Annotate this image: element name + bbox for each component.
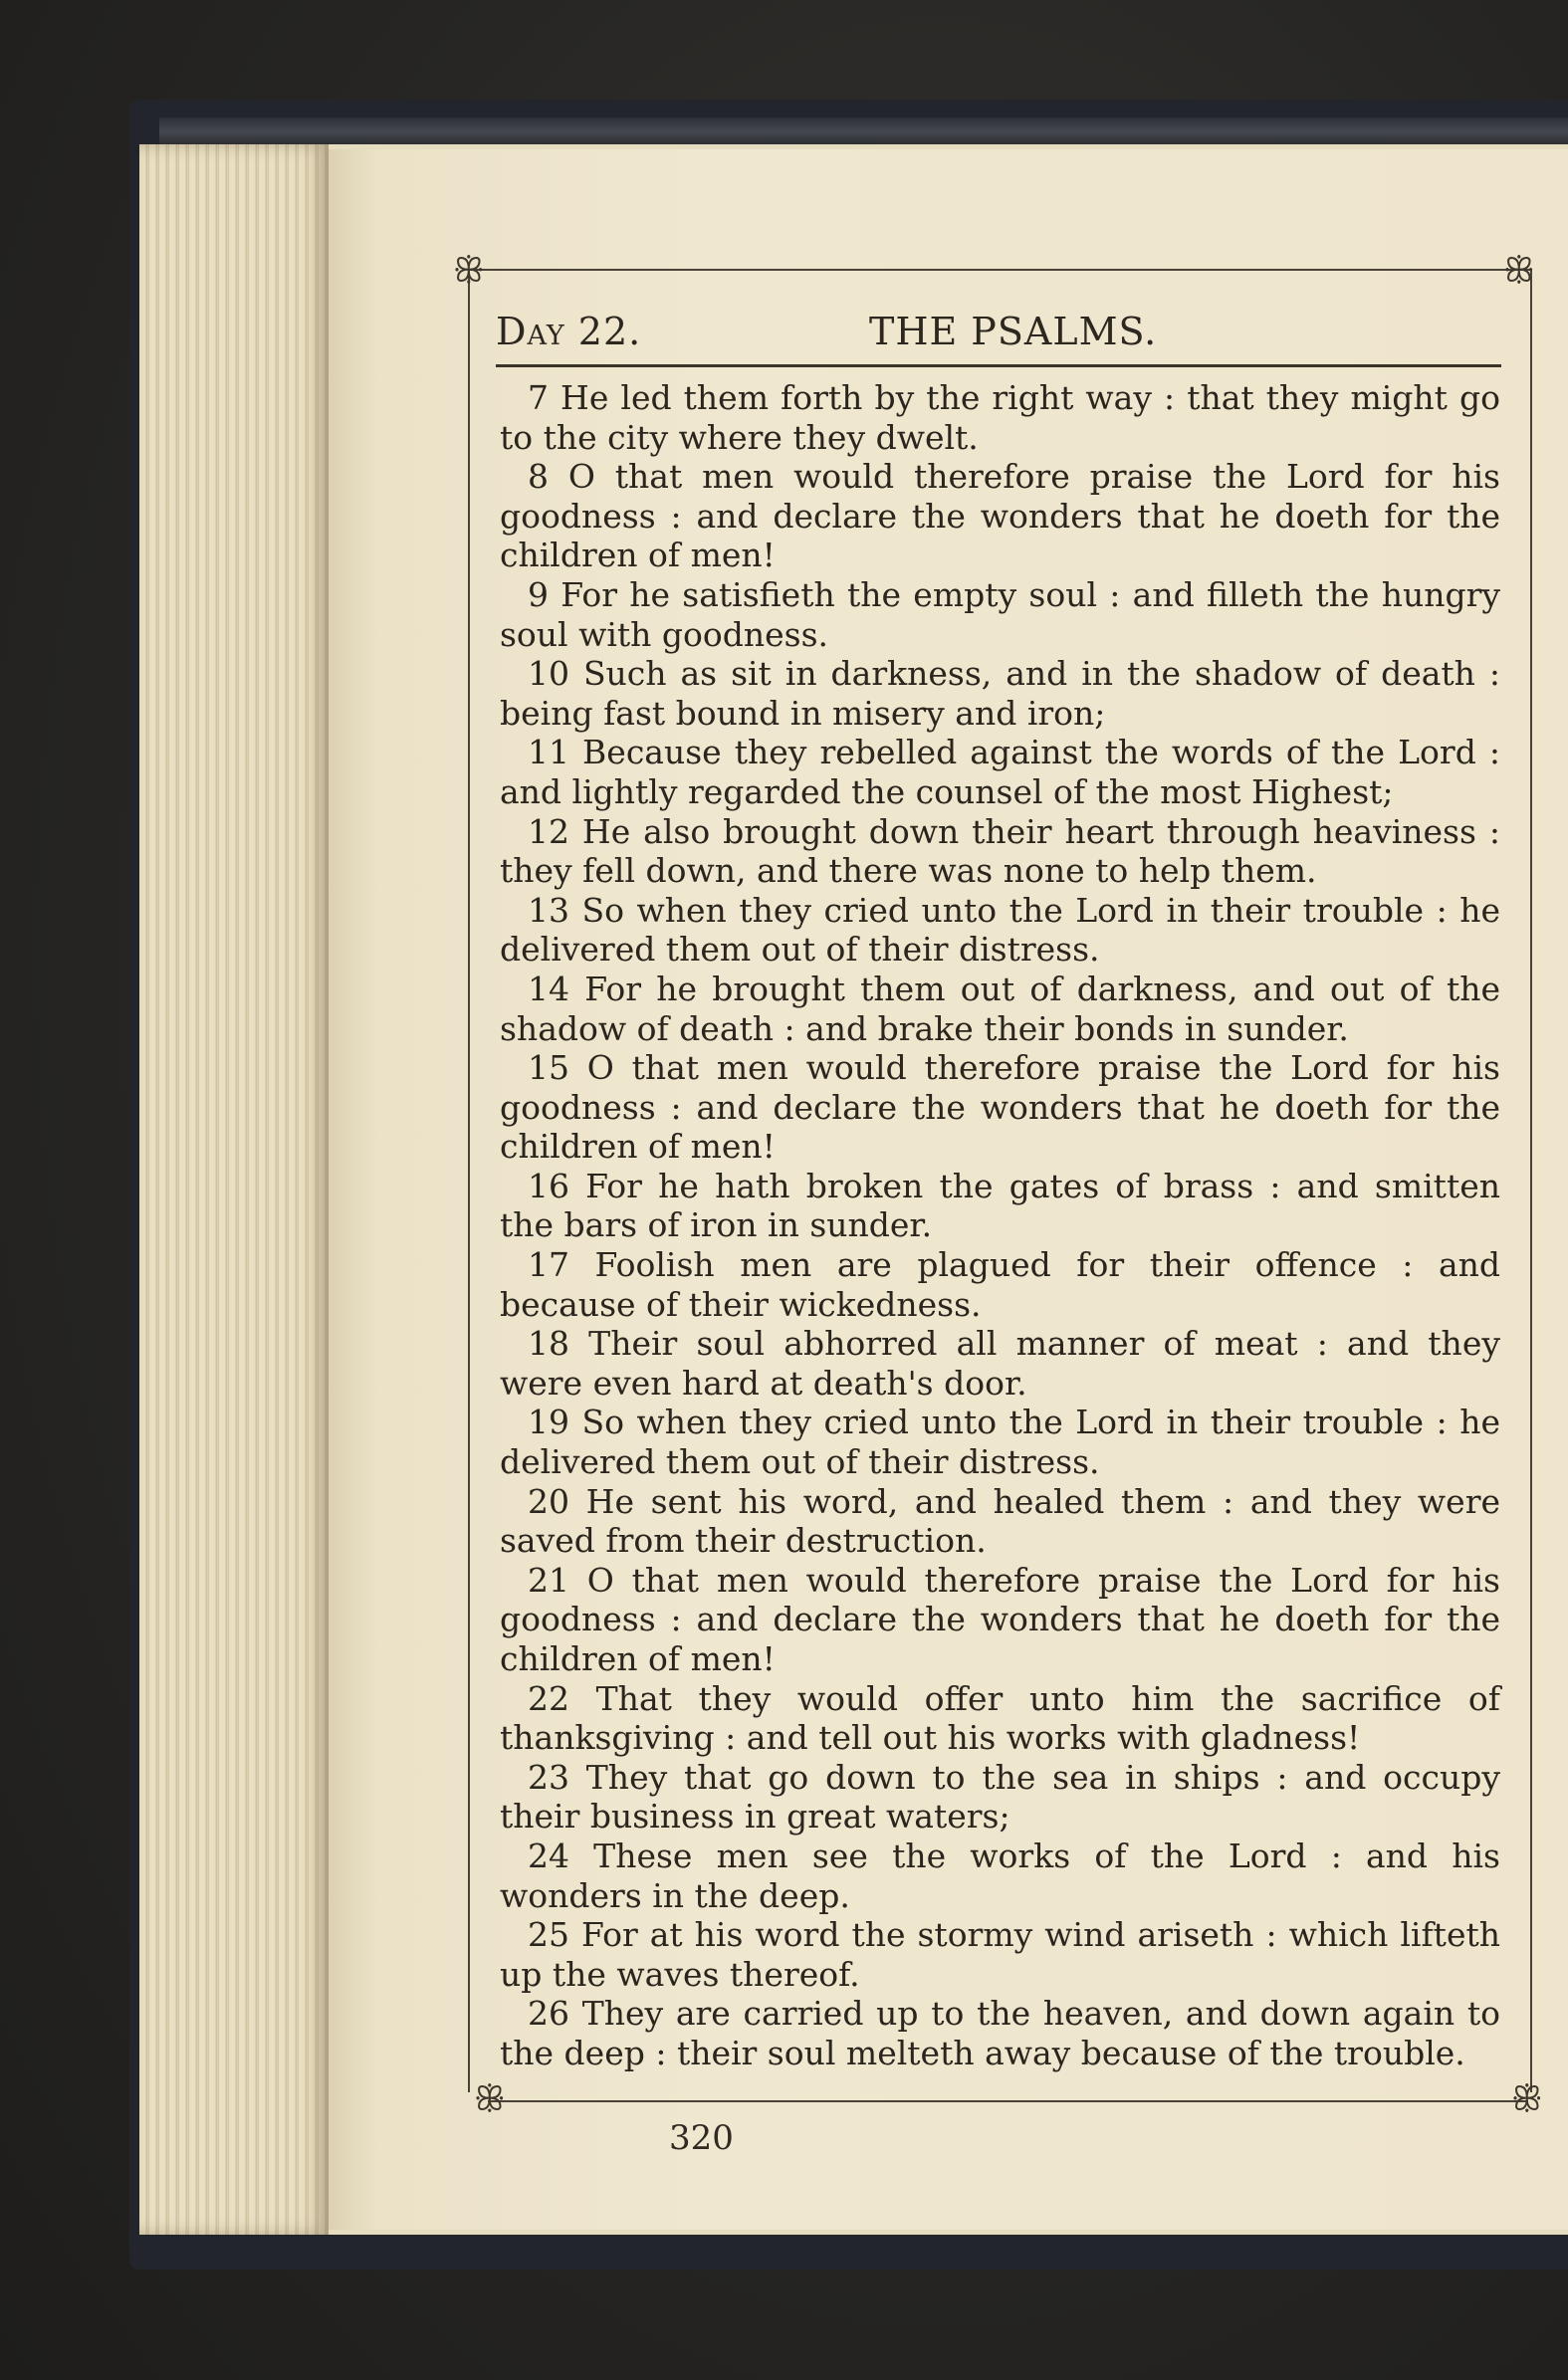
page-stack-edge — [139, 144, 329, 2235]
verse: 10 Such as sit in darkness, and in the shadow of death : being fast bound in misery and iron; — [500, 654, 1500, 733]
verse: 7 He led them forth by the right way : that they might go to the city where they dwelt. — [500, 378, 1500, 457]
verse: 14 For he brought them out of darkness, and out of the shadow of death : and brake their bonds in sunder. — [500, 969, 1500, 1048]
verse: 24 These men see the works of the Lord : and his wonders in the deep. — [500, 1836, 1500, 1915]
verse: 17 Foolish men are plagued for their offence : and because of their wickedness. — [500, 1245, 1500, 1324]
header-rule — [496, 364, 1501, 367]
verse: 22 That they would offer unto him the sacrifice of thanksgiving : and tell out his works with gladness! — [500, 1678, 1500, 1758]
verse: 12 He also brought down their heart through heaviness : they fell down, and there was none to help them. — [500, 811, 1500, 891]
corner-ornament-icon: ꕥ — [474, 2079, 506, 2119]
verse: 8 O that men would therefore praise the Lord for his goodness : and declare the wonders that he doeth for the children of men! — [500, 457, 1500, 575]
corner-ornament-icon: ꕥ — [453, 251, 485, 291]
page-number: 320 — [669, 2118, 734, 2158]
corner-ornament-icon: ꕥ — [1511, 2079, 1543, 2119]
verse: 21 O that men would therefore praise the Lord for his goodness : and declare the wonders that he doeth for the children of men! — [500, 1560, 1500, 1678]
running-header — [496, 304, 1501, 363]
psalm-text — [500, 378, 1500, 2073]
verse: 9 For he satisfieth the empty soul : and filleth the hungry soul with goodness. — [500, 574, 1500, 654]
verse: 23 They that go down to the sea in ships : and occupy their business in great waters; — [500, 1757, 1500, 1837]
verse: 26 They are carried up to the heaven, and down again to the deep : their soul melteth away because of the trouble. — [500, 1994, 1500, 2072]
day-label: Day 22. — [496, 310, 642, 353]
cover-spine-edge — [159, 117, 1568, 145]
verse: 16 For he hath broken the gates of brass : and smitten the bars of iron in sunder. — [500, 1166, 1500, 1245]
verse: 11 Because they rebelled against the words of the Lord : and lightly regarded the counsel of the most Highest; — [500, 733, 1500, 811]
page-frame-bottom-rule — [488, 2100, 1528, 2102]
verse: 15 O that men would therefore praise the Lord for his goodness : and declare the wonders that he doeth for the children of men! — [500, 1048, 1500, 1167]
verse: 25 For at his word the stormy wind ariseth : which lifteth up the waves thereof. — [500, 1915, 1500, 1994]
verse: 19 So when they cried unto the Lord in their trouble : he delivered them out of their distress. — [500, 1403, 1500, 1482]
corner-ornament-icon: ꕥ — [1503, 251, 1535, 291]
verse: 18 Their soul abhorred all manner of meat : and they were even hard at death's door. — [500, 1324, 1500, 1403]
verse: 20 He sent his word, and healed them : and they were saved from their destruction. — [500, 1481, 1500, 1561]
page-title: THE PSALMS. — [869, 310, 1158, 353]
verse: 13 So when they cried unto the Lord in their trouble : he delivered them out of their distress. — [500, 890, 1500, 970]
